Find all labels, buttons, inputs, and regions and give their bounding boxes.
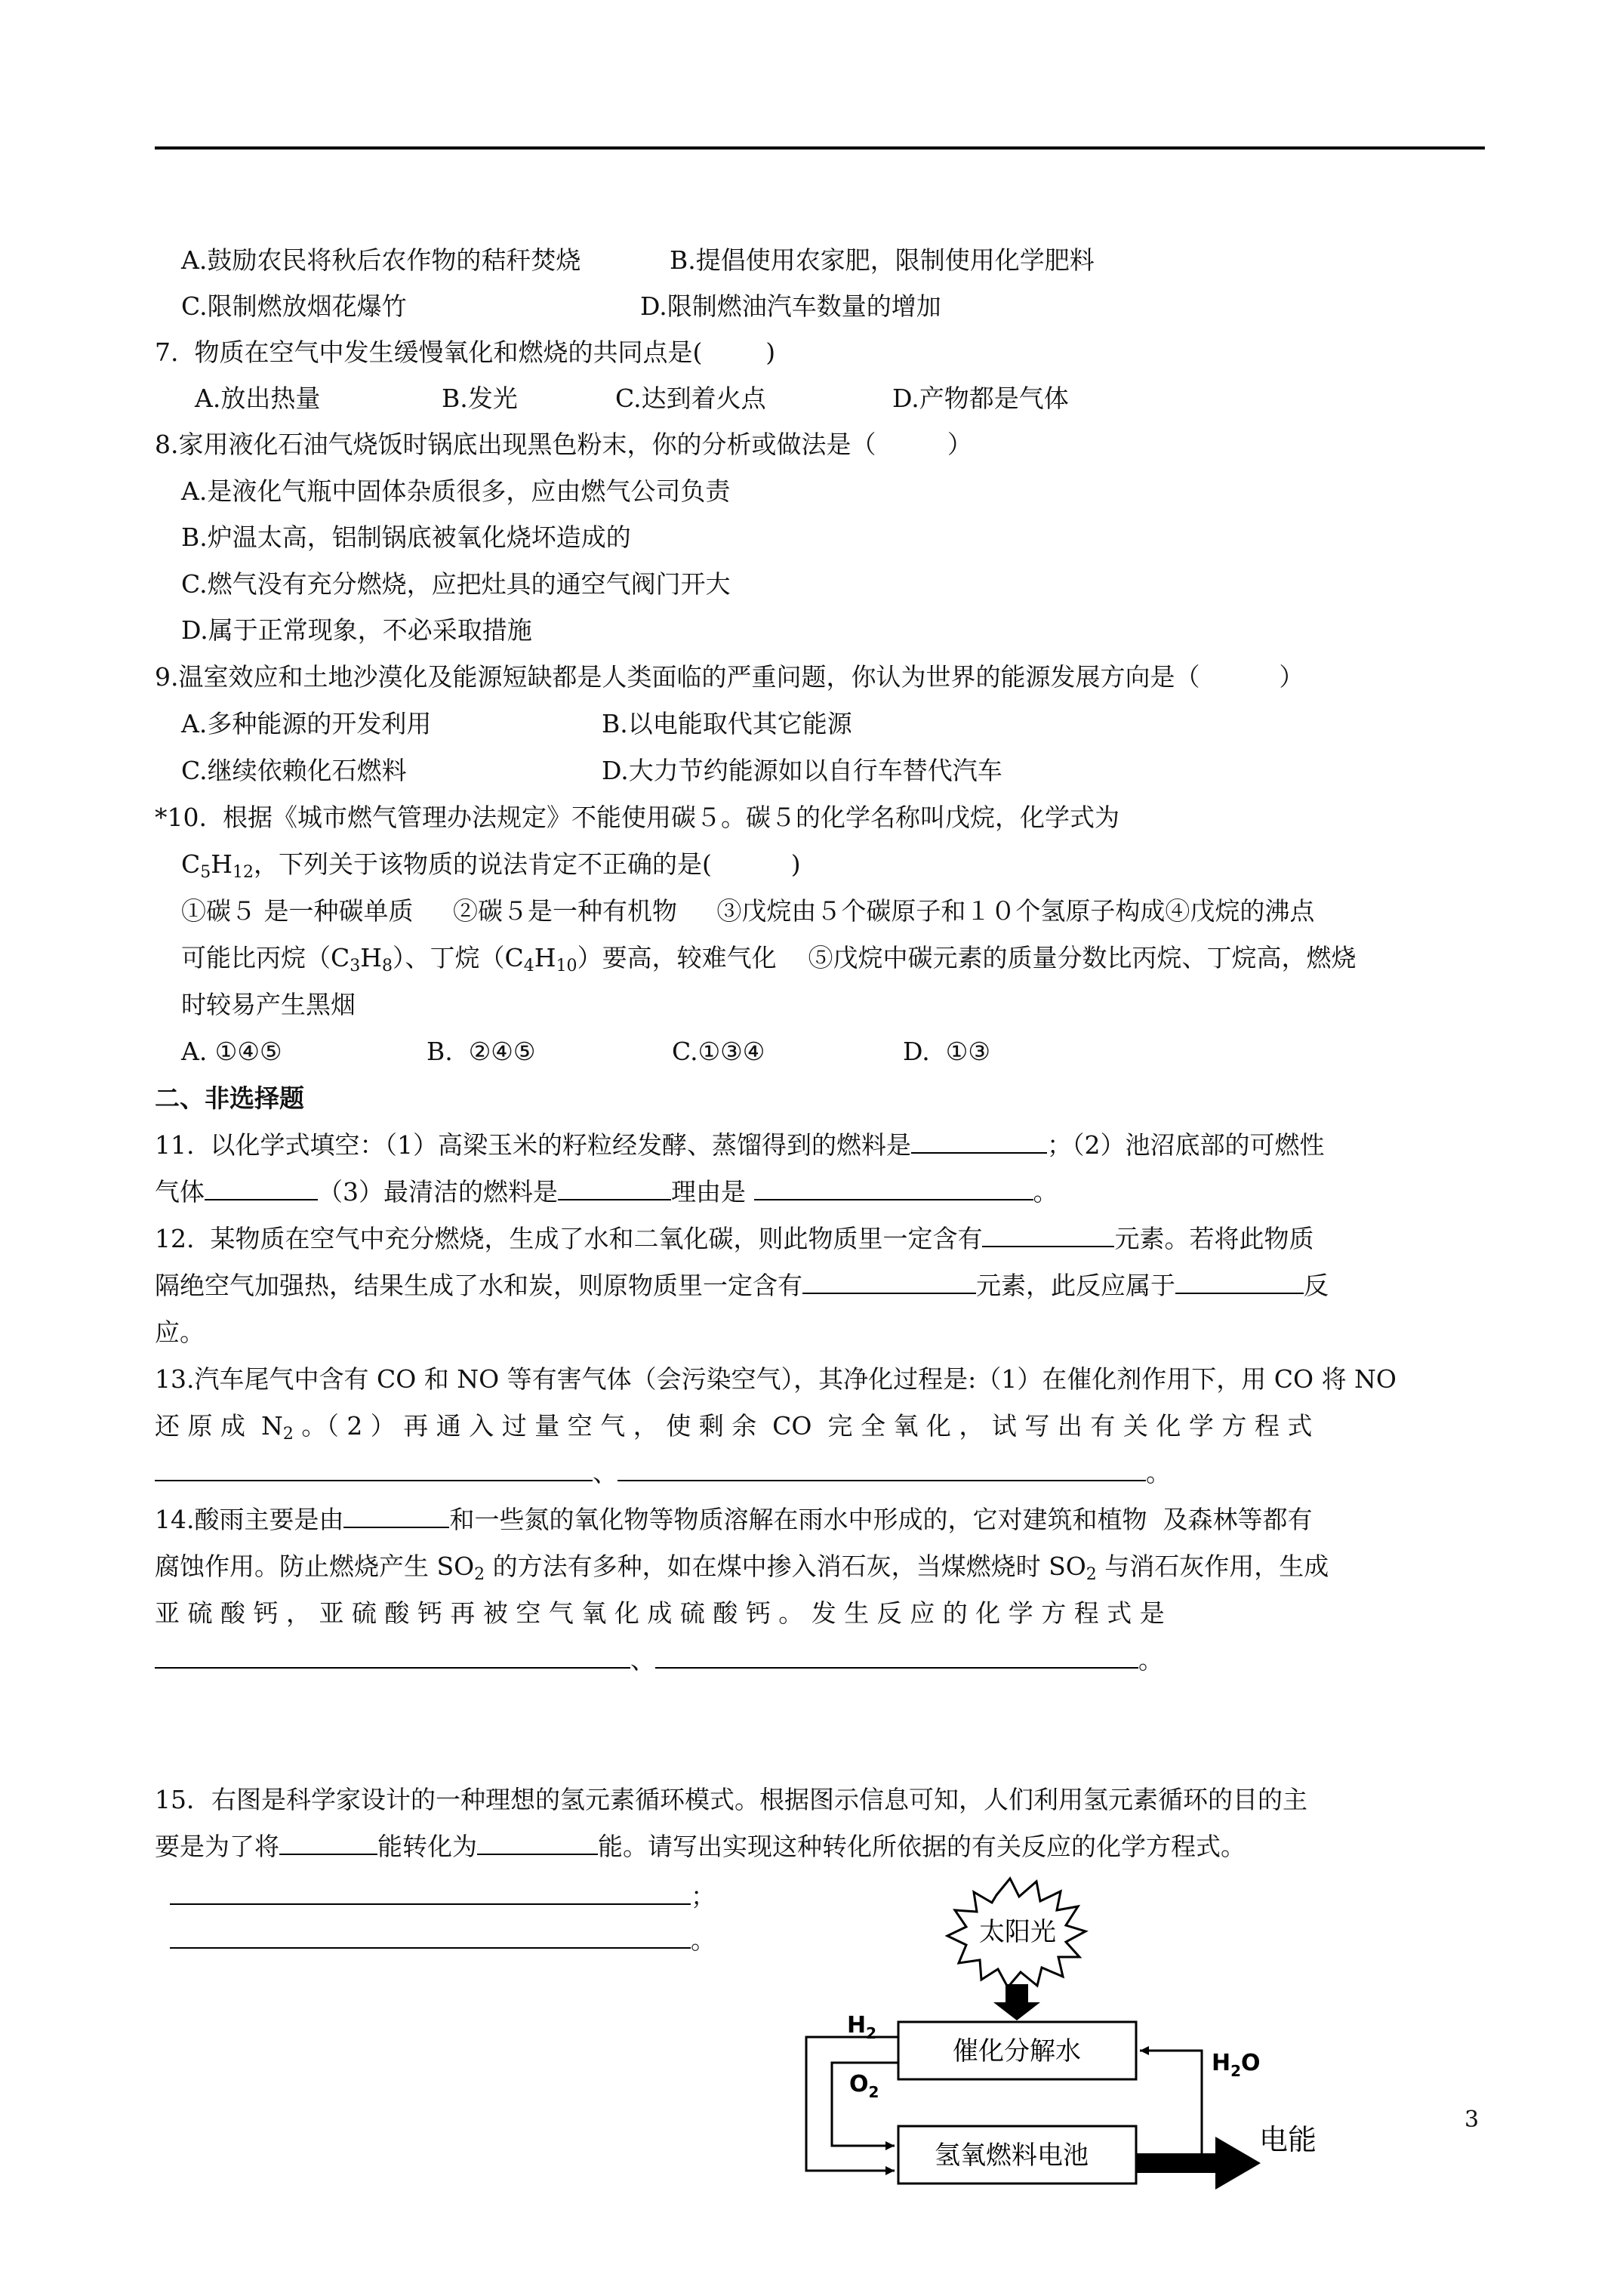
q13-line1: 13.汽车尾气中含有 CO 和 NO 等有害气体（会污染空气），其净化过程是:（1）在催化剂作用下，用 CO 将 NO [155, 1364, 1397, 1394]
q11-blank-3[interactable] [558, 1176, 671, 1200]
q10-option-a: A. ①④⑤ [181, 1037, 282, 1066]
q15-blank-3[interactable] [170, 1881, 691, 1905]
q6-option-b: B.提倡使用农家肥，限制使用化学肥料 [670, 245, 1095, 275]
q15-text-c: 能转化为 [377, 1832, 477, 1861]
q10-line4 [181, 942, 1357, 983]
q11-text-f: 。 [1033, 1177, 1058, 1207]
q10-option-d: D. ①③ [903, 1037, 990, 1066]
q12-line3: 应。 [155, 1318, 205, 1347]
q10-line4-sub1: 3 [350, 957, 361, 975]
q13-line3 [155, 1456, 1171, 1490]
h2o-arrow [1136, 2051, 1202, 2171]
q12-line2 [155, 1269, 1329, 1302]
q12-text-e: 反 [1304, 1271, 1329, 1300]
electric-energy-label: 电能 [1259, 2123, 1317, 2156]
box-catalytic-split-label: 催化分解水 [953, 2036, 1081, 2066]
q6-option-a: A.鼓励农民将秋后农作物的秸秆焚烧 [181, 245, 581, 275]
q9-option-b: B.以电能取代其它能源 [602, 709, 852, 738]
formula-h-sub: 12 [233, 863, 254, 882]
q12-line1 [155, 1222, 1313, 1256]
q14-blank-3[interactable] [655, 1644, 1138, 1669]
q9-option-a: A.多种能源的开发利用 [181, 709, 432, 738]
q14-blank-1[interactable] [343, 1504, 449, 1528]
sun-label: 太阳光 [979, 1917, 1056, 1947]
q10-line4-e: ）要高，较难气化 ⑤戊烷中碳元素的质量分数比丙烷、丁烷高，燃烧 [577, 943, 1357, 972]
q15-line1: 15．右图是科学家设计的一种理想的氢元素循环模式。根据图示信息可知，人们利用氢元素循环的目的主 [155, 1785, 1307, 1814]
h2-arrow [806, 2037, 898, 2171]
q10-line2-rest: ，下列关于该物质的说法肯定不正确的是( ) [254, 849, 801, 879]
formula-h: H [211, 849, 233, 879]
q12-text-c: 隔绝空气加强热，结果生成了水和炭，则原物质里一定含有 [155, 1271, 802, 1300]
q10-line4-a: 可能比丙烷（C [181, 943, 350, 972]
q11-line1 [155, 1129, 1324, 1162]
sun-down-arrow [993, 1984, 1040, 2020]
q15-blank-1[interactable] [279, 1831, 377, 1855]
q15-blank-4[interactable] [170, 1925, 691, 1949]
formula-c: C [181, 849, 201, 879]
q14-line3: 亚 硫 酸 钙 ， 亚 硫 酸 钙 再 被 空 气 氧 化 成 硫 酸 钙 。 发 生 反 应 的 化 学 方 程 式 是 [155, 1598, 1165, 1628]
q15-text-b: 要是为了将 [155, 1832, 279, 1861]
q11-text-a: 11. 以化学式填空：（1）高梁玉米的籽粒经发酵、蒸馏得到的燃料是 [155, 1130, 911, 1160]
section-title: 二、非选择题 [155, 1083, 304, 1113]
q13-line2 [155, 1410, 1312, 1451]
q11-text-e: 理由是 [671, 1177, 746, 1207]
q13-text-b: 还 原 成 N [155, 1411, 283, 1441]
q6-option-d: D.限制燃油汽车数量的增加 [640, 291, 941, 321]
q14-line1 [155, 1503, 1312, 1536]
h2o-label: $H_2O$ [1212, 2050, 1261, 2080]
page-number: 3 [1464, 2106, 1480, 2133]
q8-option-b: B.炉温太高，铝制锅底被氧化烧坏造成的 [181, 522, 631, 552]
q13-text-b-sub: 2 [282, 1425, 294, 1444]
q15-line2 [155, 1830, 1246, 1863]
q11-blank-2[interactable] [205, 1176, 318, 1200]
q9-option-d: D.大力节约能源如以自行车替代汽车 [602, 756, 1002, 785]
q7-option-c: C.达到着火点 [615, 384, 766, 413]
q14-text-a: 14.酸雨主要是由 [155, 1505, 344, 1534]
q7-option-d: D.产物都是气体 [892, 384, 1069, 413]
q15-answer-line-2 [170, 1924, 716, 1957]
q10-line4-sub3: 4 [523, 957, 534, 975]
q8-option-a: A.是液化气瓶中固体杂质很多，应由燃气公司负责 [181, 476, 731, 506]
box-fuel-cell-label: 氢氧燃料电池 [935, 2140, 1089, 2171]
q11-blank-4[interactable] [754, 1176, 1033, 1200]
q12-text-d: 元素，此反应属于 [976, 1271, 1175, 1300]
q8-stem: 8.家用液化石油气烧饭时锅底出现黑色粉末，你的分析或做法是（ ） [155, 430, 972, 459]
q9-option-c: C.继续依赖化石燃料 [181, 756, 407, 785]
q11-text-c: 气体 [155, 1177, 205, 1207]
q14-blank-2[interactable] [155, 1644, 630, 1669]
q7-stem: 7. 物质在空气中发生缓慢氧化和燃烧的共同点是( ) [155, 337, 776, 367]
q6-option-c: C.限制燃放烟花爆竹 [181, 291, 407, 321]
q13-sep: 、 [593, 1458, 617, 1487]
q14-text-d-sub: 2 [1086, 1565, 1097, 1584]
q13-blank-2[interactable] [617, 1457, 1146, 1481]
q11-line2 [155, 1176, 1058, 1209]
o2-label: $O_2$ [849, 2071, 879, 2101]
q14-end: 。 [1138, 1645, 1163, 1675]
q13-end: 。 [1146, 1458, 1171, 1487]
q9-stem: 9.温室效应和土地沙漠化及能源短缺都是人类面临的严重问题，你认为世界的能源发展方向是（ ） [155, 662, 1304, 692]
header-rule [155, 146, 1485, 149]
q8-option-c: C.燃气没有充分燃烧，应把灶具的通空气阀门开大 [181, 569, 731, 599]
q10-line4-sub4: 10 [556, 957, 577, 975]
q15-text-d: 能。请写出实现这种转化所依据的有关反应的化学方程式。 [598, 1832, 1246, 1861]
q15-answer-line-1 [170, 1880, 716, 1913]
q7-option-a: A.放出热量 [195, 384, 321, 413]
q8-option-d: D.属于正常现象，不必采取措施 [181, 615, 532, 645]
q12-text-b: 元素。若将此物质 [1114, 1224, 1314, 1253]
q10-line4-d: H [534, 943, 556, 972]
q15-semi: ； [691, 1881, 716, 1911]
q11-text-b: ；（2）池沼底部的可燃性 [1046, 1130, 1325, 1160]
electric-energy-arrow [1136, 2137, 1261, 2190]
q10-line3: ①碳５ 是一种碳单质 ②碳５是一种有机物 ③戊烷由５个碳原子和１０个氢原子构成④戊烷的沸点 [181, 896, 1315, 926]
q11-text-d: （3）最清洁的燃料是 [318, 1177, 558, 1207]
q14-text-d: 的方法有多种，如在煤中掺入消石灰，当煤燃烧时 SO [485, 1552, 1086, 1581]
q15-end: 。 [691, 1925, 716, 1955]
q13-text-c: 。（ 2 ） 再 通 入 过 量 空 气 ， 使 剩 余 CO 完 全 氧 化 ， 试 写 出 有 关 化 学 方 程 式 [293, 1411, 1313, 1441]
q12-blank-2[interactable] [802, 1270, 976, 1294]
q14-line4 [155, 1644, 1163, 1677]
q14-sep: 、 [630, 1645, 655, 1675]
q10-line4-c: ）、丁烷（C [393, 943, 524, 972]
q14-text-c: 腐蚀作用。防止燃烧产生 SO [155, 1552, 475, 1581]
q10-line1: *10. 根据《城市燃气管理办法规定》不能使用碳５。碳５的化学名称叫戊烷，化学式为 [155, 803, 1119, 832]
q7-option-b: B.发光 [442, 384, 518, 413]
formula-c-sub: 5 [200, 863, 211, 882]
q12-blank-3[interactable] [1175, 1270, 1304, 1294]
q10-option-b: B. ②④⑤ [427, 1037, 536, 1066]
q10-line4-b: H [360, 943, 383, 972]
q15-blank-2[interactable] [477, 1831, 598, 1855]
q10-line5: 时较易产生黑烟 [181, 990, 356, 1019]
q14-text-b: 和一些氮的氧化物等物质溶解在雨水中形成的，它对建筑和植物 及森林等都有 [449, 1505, 1313, 1534]
q12-blank-1[interactable] [982, 1223, 1114, 1247]
q14-line2 [155, 1550, 1329, 1592]
q11-blank-1[interactable] [911, 1130, 1047, 1154]
q10-line4-sub2: 8 [382, 957, 393, 975]
hydrogen-cycle-diagram [785, 1872, 1359, 2227]
q10-line2 [181, 848, 801, 889]
h2-label: $H_2$ [847, 2012, 877, 2042]
q12-text-a: 12. 某物质在空气中充分燃烧，生成了水和二氧化碳，则此物质里一定含有 [155, 1224, 983, 1253]
q14-text-c-sub: 2 [474, 1565, 485, 1584]
q13-blank-1[interactable] [155, 1457, 593, 1481]
q14-text-e: 与消石灰作用，生成 [1096, 1552, 1329, 1581]
q10-option-c: C.①③④ [672, 1037, 765, 1066]
